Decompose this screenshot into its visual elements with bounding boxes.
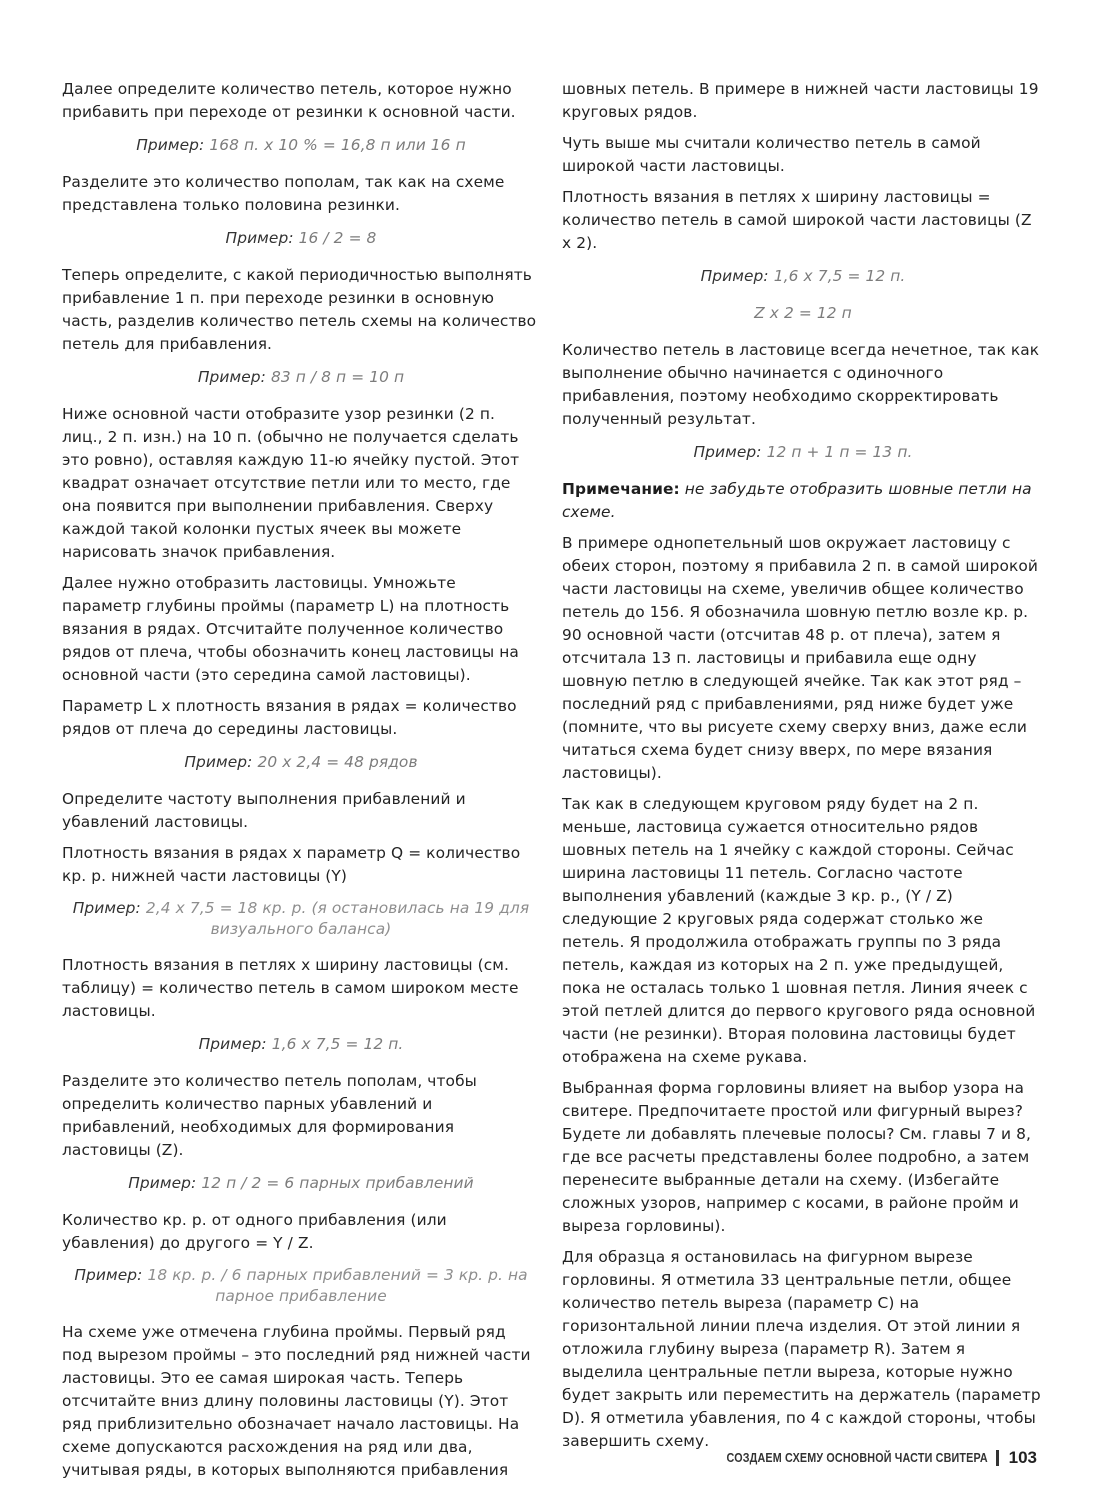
running-title: СОЗДАЕМ СХЕМУ ОСНОВНОЙ ЧАСТИ СВИТЕРА bbox=[726, 1451, 988, 1465]
paragraph: Параметр L x плотность вязания в рядах = количество рядов от плеча до середины ластовицы. bbox=[62, 697, 517, 738]
paragraph: Выбранная форма горловины влияет на выбор узора на свитере. Предпочитаете простой или фигурный вырез? Будете ли добавлять плечевые полосы? См. главы 7 и 8, где все расчеты представлены более подробно, а затем перенесите выбранные детали на схему. (Избегайте сложных узоров, например с косами, в районе пройм и выреза горловины). bbox=[562, 1079, 1032, 1235]
example-value: 20 x 2,4 = 48 рядов bbox=[257, 753, 418, 771]
example-value: 12 п + 1 п = 13 п. bbox=[766, 443, 913, 461]
paragraph: В примере однопетельный шов окружает ластовицу с обеих сторон, поэтому я прибавила 2 п. в самой широкой части ластовицы на схеме, увеличив общее количество петель до 156. Я обозначила шовную петлю возле кр. р. 90 основной части (отсчитав 48 р. от плеча), затем я отсчитала 13 п. ластовицы и прибавила еще одну шовную петлю в следующей ячейке. Так как этот ряд – последний ряд с прибавлениями, ряд ниже будет уже (помните, что вы рисуете схему сверху вниз, даже если читаться схема будет снизу вверх, по мере вязания ластовицы). bbox=[562, 534, 1039, 782]
example-label: Пример: bbox=[74, 1266, 143, 1284]
paragraph: Разделите это количество петель пополам, чтобы определить количество парных убавлений и прибавлений, необходимых для формирования ластовицы (Z). bbox=[62, 1072, 477, 1159]
example-line bbox=[562, 441, 1044, 464]
example-line bbox=[562, 265, 1044, 288]
page-footer bbox=[684, 1447, 1037, 1469]
example-line bbox=[62, 134, 540, 157]
example-value: 83 п / 8 п = 10 п bbox=[270, 368, 405, 386]
example-value: 16 / 2 = 8 bbox=[298, 229, 377, 247]
example-line bbox=[62, 1172, 540, 1195]
example-label: Пример: bbox=[700, 267, 769, 285]
page-number: 103 bbox=[1008, 1448, 1037, 1467]
paragraph: Для образца я остановилась на фигурном вырезе горловины. Я отметила 33 центральные петли, общее количество петель выреза (параметр C) на горизонтальной линии плеча изделия. От этой линии я отложила глубину выреза (параметр R). Затем я выделила центральные петли выреза, которые нужно будет закрыть или переместить на держатель (параметр D). Я отметила убавления, по 4 с каждой стороны, чтобы завершить схему. bbox=[562, 1248, 1041, 1450]
left-column bbox=[62, 78, 540, 1490]
paragraph: Определите частоту выполнения прибавлений и убавлений ластовицы. bbox=[62, 790, 466, 831]
example-line bbox=[62, 366, 540, 389]
paragraph: На схеме уже отмечена глубина проймы. Первый ряд под вырезом проймы – это последний ряд нижней части ластовицы. Это ее самая широкая часть. Теперь отсчитайте вниз длину половины ластовицы (Y). Этот ряд приблизительно обозначает начало ластовицы. На схеме допускаются расхождения на ряд или два, учитывая ряды, в которых выполняются прибавления bbox=[62, 1323, 531, 1479]
example-label: Пример: bbox=[184, 753, 253, 771]
paragraph: Количество кр. р. от одного прибавления (или убавления) до другого = Y / Z. bbox=[62, 1211, 447, 1252]
paragraph: Ниже основной части отобразите узор резинки (2 п. лиц., 2 п. изн.) на 10 п. (обычно не получается сделать это ровно), оставляя каждую 11-ю ячейку пустой. Этот квадрат означает отсутствие петли или то место, где она появится при выполнении прибавления. Сверху каждой такой колонки пустых ячеек вы можете нарисовать значок прибавления. bbox=[62, 405, 520, 561]
example-label: Пример: bbox=[128, 1174, 197, 1192]
example-value: 18 кр. р. / 6 парных прибавлений = 3 кр. р. на парное прибавление bbox=[147, 1266, 528, 1305]
paragraph: шовных петель. В примере в нижней части ластовицы 19 круговых рядов. bbox=[562, 80, 1039, 121]
paragraph: Так как в следующем круговом ряду будет на 2 п. меньше, ластовица сужается относительно рядов шовных петель на 1 ячейку с каждой стороны. Сейчас ширина ластовицы 11 петель. Согласно частоте выполнения убавлений (каждые 3 кр. р., (Y / Z) следующие 2 круговых ряда содержат столько же петель. Я продолжила отображать группы по 3 ряда петель, каждая из которых на 2 п. уже предыдущей, пока не осталась только 1 шовная петля. Линия ячеек с этой петлей длится до первого кругового ряда основной части (не резинки). Вторая половина ластовицы будет отображена на схеме рукава. bbox=[562, 795, 1036, 1066]
note-label: Примечание: bbox=[562, 480, 680, 498]
paragraph: Чуть выше мы считали количество петель в самой широкой части ластовицы. bbox=[562, 134, 981, 175]
example-value: 2,4 x 7,5 = 18 кр. р. (я остановилась на 19 для визуального баланса) bbox=[145, 899, 530, 938]
paragraph: Плотность вязания в петлях x ширину ластовицы (см. таблицу) = количество петель в самом широком месте ластовицы. bbox=[62, 956, 519, 1020]
example-label: Пример: bbox=[136, 136, 205, 154]
example-value: 1,6 x 7,5 = 12 п. bbox=[773, 267, 906, 285]
example-label: Пример: bbox=[72, 899, 141, 917]
paragraph: Далее нужно отобразить ластовицы. Умножьте параметр глубины проймы (параметр L) на плотность вязания в рядах. Отсчитайте полученное количество рядов от плеча, чтобы обозначить конец ластовицы на основной части (это середина самой ластовицы). bbox=[62, 574, 519, 684]
paragraph: Разделите это количество пополам, так как на схеме представлена только половина резинки. bbox=[62, 173, 505, 214]
note-text: не забудьте отобразить шовные петли на схеме. bbox=[562, 480, 1032, 521]
paragraph: Плотность вязания в рядах x параметр Q = количество кр. р. нижней части ластовицы (Y) bbox=[62, 844, 521, 885]
example-value: 12 п / 2 = 6 парных прибавлений bbox=[201, 1174, 474, 1192]
example-line bbox=[562, 302, 1044, 325]
paragraph: Плотность вязания в петлях x ширину ластовицы = количество петель в самой широкой части ластовицы (Z x 2). bbox=[562, 188, 1032, 252]
example-line bbox=[62, 227, 540, 250]
example-line bbox=[62, 1265, 540, 1307]
example-label: Пример: bbox=[225, 229, 294, 247]
example-label: Пример: bbox=[197, 368, 266, 386]
example-line bbox=[62, 751, 540, 774]
footer-divider bbox=[996, 1450, 999, 1466]
right-column bbox=[562, 78, 1044, 1461]
example-value: Z x 2 = 12 п bbox=[754, 304, 852, 322]
paragraph: Теперь определите, с какой периодичностью выполнять прибавление 1 п. при переходе резинки в основную часть, разделив количество петель схемы на количество петель для прибавления. bbox=[62, 266, 537, 353]
example-value: 168 п. х 10 % = 16,8 п или 16 п bbox=[209, 136, 466, 154]
example-label: Пример: bbox=[693, 443, 762, 461]
example-line bbox=[62, 1033, 540, 1056]
note bbox=[562, 478, 1044, 524]
paragraph: Далее определите количество петель, которое нужно прибавить при переходе от резинки к основной части. bbox=[62, 80, 516, 121]
example-value: 1,6 x 7,5 = 12 п. bbox=[271, 1035, 404, 1053]
paragraph: Количество петель в ластовице всегда нечетное, так как выполнение обычно начинается с одиночного прибавления, поэтому необходимо скорректировать полученный результат. bbox=[562, 341, 1040, 428]
example-label: Пример: bbox=[198, 1035, 267, 1053]
example-line bbox=[62, 898, 540, 940]
